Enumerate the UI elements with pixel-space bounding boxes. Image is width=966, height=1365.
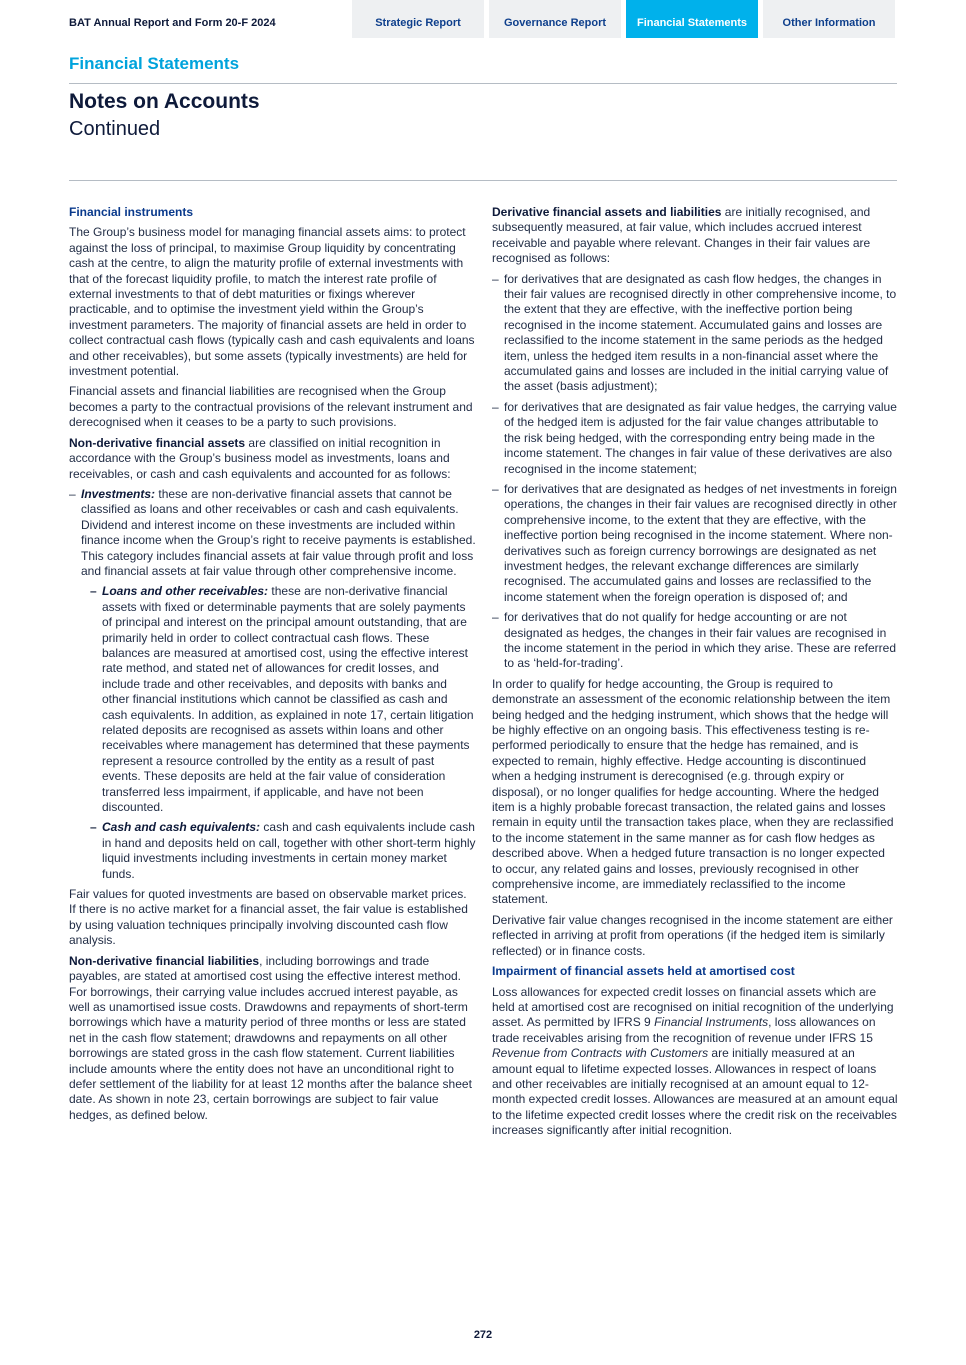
tab-governance-report[interactable]: Governance Report: [489, 0, 621, 38]
tab-other-information[interactable]: Other Information: [763, 0, 895, 38]
paragraph: Derivative fair value changes recognised in the income statement are either reflected in arriving at profit from operations (if the hedged item is similarly reflected) or in finance costs.: [492, 912, 893, 958]
bullet-list: [492, 272, 898, 672]
page-subtitle: Continued: [69, 118, 161, 140]
paragraph: Fair values for quoted investments are based on observable market prices. If there is no active market for a financial asset, the fair value is established by using valuation techniques principally involving discounted cash flow analysis.: [69, 887, 468, 948]
italic-title: Financial Instruments: [654, 1015, 769, 1030]
paragraph: In order to qualify for hedge accounting, the Group is required to demonstrate an assessment of the economic relationship between the item being hedged and the hedging instrument, which shows that the hedge will be highly effective on an ongoing basis. This effectiveness testing is re-performed periodically to ensure that the hedge has remained, and is expected to remain, highly effective. Hedge accounting is discontinued when a hedging instrument is derecognised (e.g. through expiry or disposal), or no longer qualifies for hedge accounting. Where the hedged item is a highly probable forecast transaction, the related gains and losses remain in equity until the transaction takes place, when they are reclassified to the income statement in the same manner as for cash flow hedges as described above. When a hedged future transaction is no longer expected to occur, any related gains and losses, previously recognised in other comprehensive income, are immediately reclassified to the income statement.: [492, 676, 894, 907]
paragraph: [69, 954, 476, 1123]
section-nav: [352, 0, 900, 38]
paragraph-text: , loss allowances on trade receivables arising from the recognition of revenue under IFRS 15: [492, 1015, 876, 1045]
sub-bullet-list: [81, 584, 476, 882]
paragraph-text: Loss allowances for expected credit losses on financial assets which are held at amortised cost are recognised on initial recognition of the underlying asset. As permitted by IFRS 9: [492, 984, 894, 1030]
report-title: BAT Annual Report and Form 20-F 2024: [69, 17, 276, 29]
list-item: – for derivatives that are designated as hedges of net investments in foreign operations, the changes in their fair values are recognised directly in other comprehensive income, to the extent that they are effective, with the ineffective portion being recognised in the income statement. Where non-derivatives such as foreign currency borrowings are designated as net investment hedges, the relevant exchange differences are similarly recognised. The accumulated gains and losses are reclassified to the income statement when the foreign operation is disposed of; and: [492, 482, 898, 605]
bold-lead: Loans and other receivables:: [102, 584, 269, 599]
paragraph: [492, 985, 898, 1139]
left-column: [69, 205, 476, 1128]
bold-lead: Derivative financial assets and liabilities: [492, 205, 722, 219]
paragraph-text: are initially measured at an amount equal to lifetime expected losses. Allowances in respect of loans and other receivables are initially recognised at an amount equal to 12-month expected credit losses. Allowances are measured at an amount equal to the lifetime expected credit losses where the credit risk on the receivables increases significantly after initial recognition.: [492, 1046, 898, 1138]
bold-lead: Investments:: [81, 486, 156, 501]
list-item: – for derivatives that are designated as fair value hedges, the carrying value of the hedged item is adjusted for the fair value changes attributable to the risk being hedged, with the corresponding entry being made in the income statement. The changes in fair value of these derivatives are also recognised in the income statement;: [492, 400, 898, 477]
paragraph-text: are initially recognised, and subsequently measured, at fair value, which includes accrued interest receivable and payable where relevant. Changes in their fair values are recognised as follows:: [492, 205, 871, 266]
paragraph: [492, 205, 898, 267]
paragraph: Financial assets and financial liabilities are recognised when the Group becomes a party to the contractual provisions of the relevant instrument and derecognised when it ceases to be a party to such provisions.: [69, 384, 473, 430]
paragraph: The Group’s business model for managing financial assets aims: to protect against the loss of principal, to maximise Group liquidity by concentrating cash at the centre, to align the maturity profile of external investments with that of the forecast liquidity profile, to match the interest rate profile of external investments to that of debt maturities or fixings wherever practicable, and to optimise the investment yield within the Group’s investment parameters. The majority of financial assets are held in order to collect contractual cash flows (typically cash and cash equivalents and loans and other receivables), but some assets (typically investments) are held for investment potential.: [69, 225, 475, 379]
paragraph-text: , including borrowings and trade payables, are stated at amortised cost using the effective interest method. For borrowings, their carrying value includes accrued interest payable, as well as unamortised issue costs. Drawdowns and repayments of short-term borrowings which have a maturity period of three months or less are stated net in the cash flow statement; drawdowns and repayments on all other borrowings are stated gross in the cash flow statement. Current liabilities include amounts where the entity does not have an unconditional right to defer settlement of the liability for at least 12 months after the balance sheet date. As shown in note 23, certain borrowings are subject to fair value hedges, as defined below.: [69, 953, 472, 1122]
list-item: – for derivatives that do not qualify for hedge accounting or are not designated as hedges, the changes in their fair values are recognised in the income statement in the period in which they arise. These are referred to as ‘held-for-trading’.: [492, 610, 898, 672]
list-item-text: these are non-derivative financial assets with fixed or determinable payments that are solely payments of principal and interest on the principal amount outstanding, that are primarily held in order to collect contractual cash flows. These balances are measured at amortised cost, using the effective interest rate method, and stated net of allowances for credit losses, and include trade and other receivables, and deposits with banks and other financial institutions which cannot be classified as cash and cash equivalents. In addition, as explained in note 17, certain litigation related deposits are recognised as assets within loans and other receivables where management has determined that these payments represent a resource controlled by the entity as a result of past events. These deposits are held at the fair value of consideration transferred less impairment, if applicable, and have not been discounted.: [102, 584, 474, 815]
bold-lead: Cash and cash equivalents:: [102, 820, 261, 835]
list-item-text: these are non-derivative financial assets that cannot be classified as loans and other receivables or cash and cash equivalents. Dividend and interest income on these investments are included within finance income when the Group’s right to receive payments is established. This category includes financial assets at fair value through profit and loss and financial assets at fair value through other comprehensive income.: [81, 486, 476, 578]
bold-lead: Non-derivative financial assets: [69, 435, 246, 450]
bold-lead: Non-derivative financial liabilities: [69, 953, 260, 968]
list-item-text: cash and cash equivalents include cash in hand and deposits held on call, together with other short-term highly liquid investments including investments in certain money market funds.: [102, 820, 476, 881]
paragraph-text: are classified on initial recognition in accordance with the Group’s business model as investments, loans and receivables, or cash and cash equivalents and accounted for as follows:: [69, 435, 451, 481]
bullet-list: [69, 487, 476, 882]
page-number: 272: [473, 1329, 493, 1341]
list-item: [69, 487, 476, 882]
list-item: [81, 820, 476, 882]
section-label: Financial Statements: [69, 54, 240, 73]
italic-title: Revenue from Contracts with Customers: [492, 1046, 709, 1061]
tab-strategic-report[interactable]: Strategic Report: [352, 0, 484, 38]
impairment-heading: Impairment of financial assets held at amortised cost: [492, 964, 795, 979]
list-item: – for derivatives that are designated as cash flow hedges, the changes in their fair values are recognised directly in other comprehensive income, to the extent that they are effective, with the ineffective portion being recognised in the income statement. Accumulated gains and losses are reclassified to the income statement in the same periods as the hedged item, unless the hedged item results in a non-financial asset where the accumulated gains and losses are included in the initial carrying value of the asset (basis adjustment);: [492, 272, 898, 395]
financial-instruments-heading: Financial instruments: [69, 205, 194, 219]
page-title: Notes on Accounts: [69, 90, 260, 113]
divider: [69, 83, 897, 84]
paragraph: [69, 436, 476, 482]
divider: [69, 180, 897, 181]
list-item: [81, 584, 476, 815]
tab-financial-statements[interactable]: Financial Statements: [626, 0, 758, 38]
right-column: [492, 205, 898, 1144]
